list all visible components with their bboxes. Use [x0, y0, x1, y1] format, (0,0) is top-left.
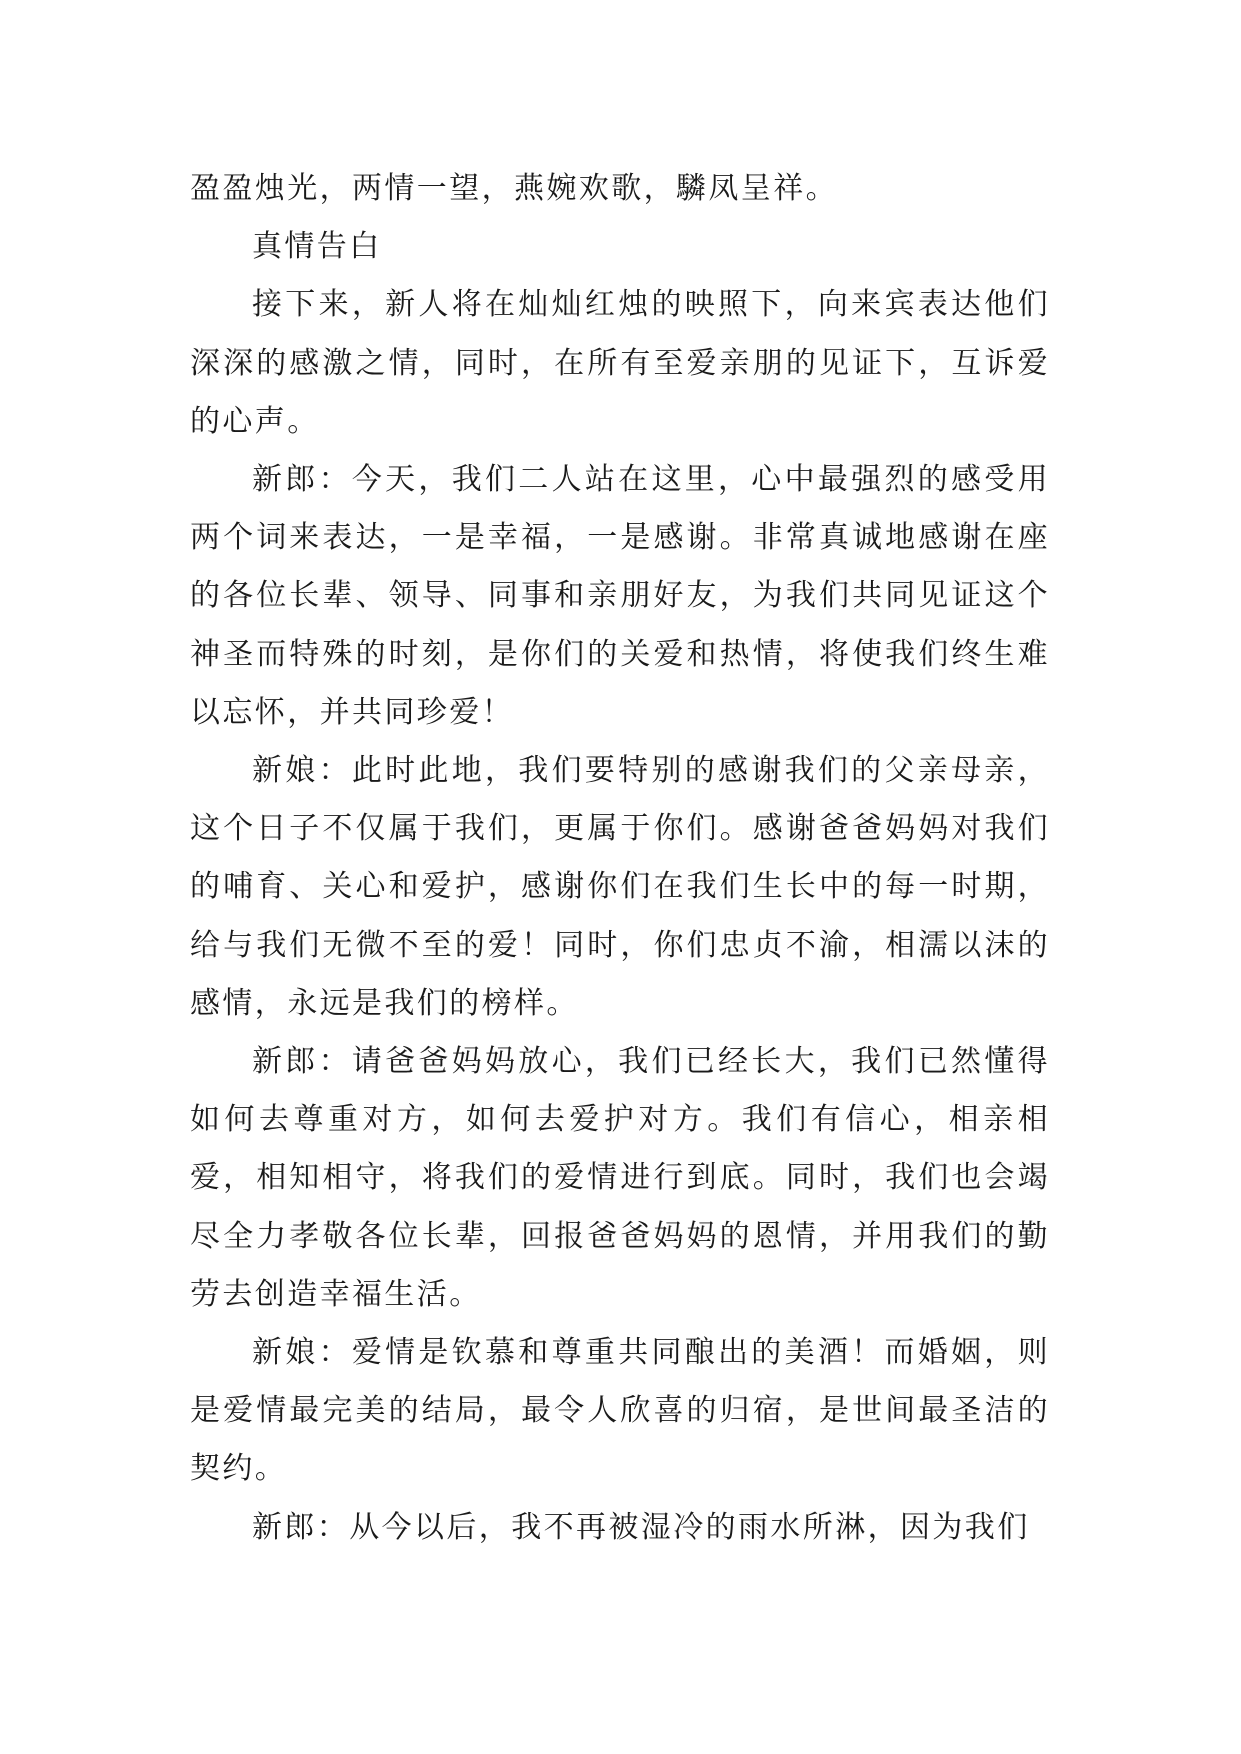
paragraph-groom-2: 新郎：请爸爸妈妈放心，我们已经长大，我们已然懂得如何去尊重对方，如何去爱护对方。我们有信心，相亲相爱，相知相守，将我们的爱情进行到底。同时，我们也会竭尽全力孝敬各位长辈，回报爸爸妈妈的恩情，并用我们的勤劳去创造幸福生活。 — [190, 1044, 1050, 1312]
paragraph-bride-1: 新娘：此时此地，我们要特别的感谢我们的父亲母亲，这个日子不仅属于我们，更属于你们。感谢爸爸妈妈对我们的哺育、关心和爱护，感谢你们在我们生长中的每一时期，给与我们无微不至的爱！同时，你们忠贞不渝，相濡以沫的感情，永远是我们的榜样。 — [190, 753, 1050, 1021]
paragraph-groom-3: 新郎：从今以后，我不再被湿冷的雨水所淋，因为我们 — [252, 1509, 1030, 1545]
document-body — [190, 160, 1050, 1557]
paragraph: 接下来，新人将在灿灿红烛的映照下，向来宾表达他们深深的感激之情，同时，在所有至爱亲朋的见证下，互诉爱的心声。 — [190, 287, 1050, 439]
paragraph-groom-1: 新郎：今天，我们二人站在这里，心中最强烈的感受用两个词来表达，一是幸福，一是感谢。非常真诚地感谢在座的各位长辈、领导、同事和亲朋好友，为我们共同见证这个神圣而特殊的时刻，是你们的关爱和热情，将使我们终生难以忘怀，并共同珍爱！ — [190, 462, 1050, 730]
section-heading: 真情告白 — [252, 229, 382, 265]
paragraph-continued: 盈盈烛光，两情一望，燕婉欢歌，驎凤呈祥。 — [190, 171, 838, 206]
paragraph-bride-2: 新娘：爱情是钦慕和尊重共同酿出的美酒！而婚姻，则是爱情最完美的结局，最令人欣喜的归宿，是世间最圣洁的契约。 — [190, 1335, 1050, 1487]
